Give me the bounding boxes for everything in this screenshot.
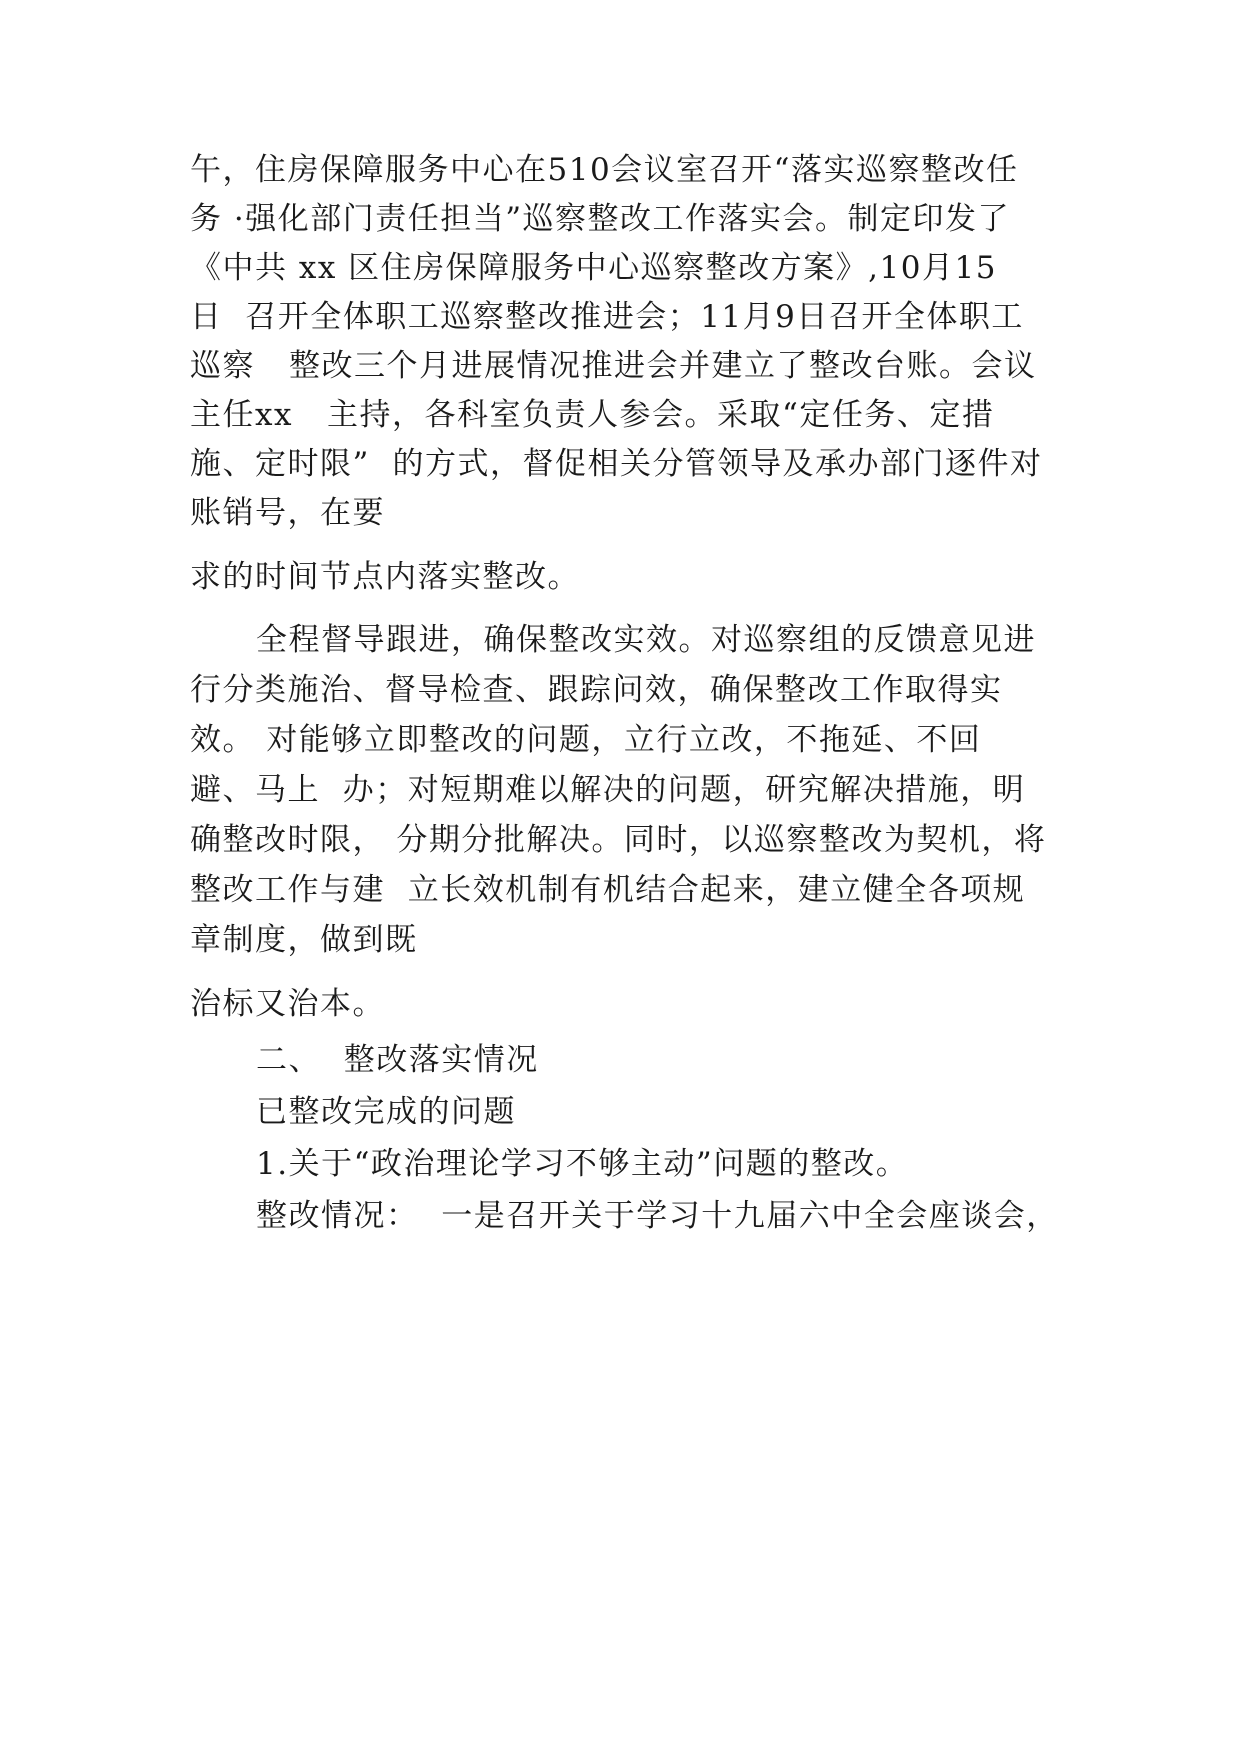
paragraph-1-line-3: 《中共 xx 区住房保障服务中心巡察整改方案》,10月15: [190, 250, 997, 286]
section-heading: 二、 整改落实情况: [256, 1042, 539, 1078]
paragraph-1-line-1: 午，住房保障服务中心在510会议室召开“落实巡察整改任: [190, 152, 1019, 188]
paragraph-2-line-7: 章制度，做到既: [190, 922, 418, 958]
paragraph-1-line-6: 主任xx 主持，各科室负责人参会。采取“定任务、定措: [190, 397, 995, 433]
paragraph-1-line-7: 施、定时限” 的方式，督促相关分管领导及承办部门逐件对: [190, 446, 1043, 482]
paragraph-1-line-4: 日 召开全体职工巡察整改推进会；11月9日召开全体职工: [190, 299, 1024, 335]
paragraph-2-line-3: 效。 对能够立即整改的问题，立行立改，不拖延、不回: [190, 722, 982, 758]
paragraph-1-line-2: 务 ·强化部门责任担当”巡察整改工作落实会。制定印发了: [190, 201, 1011, 237]
subheading: 已整改完成的问题: [256, 1094, 516, 1130]
paragraph-2-line-1: 全程督导跟进，确保整改实效。对巡察组的反馈意见进: [256, 622, 1036, 658]
paragraph-2-line-2: 行分类施治、督导检查、跟踪问效，确保整改工作取得实: [190, 672, 1003, 708]
paragraph-2-tail: 治标又治本。: [190, 986, 385, 1022]
item-1: 1.关于“政治理论学习不够主动”问题的整改。: [256, 1146, 909, 1182]
paragraph-2-line-5: 确整改时限， 分期分批解决。同时，以巡察整改为契机，将: [190, 822, 1047, 858]
paragraph-1-line-8: 账销号，在要: [190, 495, 385, 531]
paragraph-2-line-4: 避、马上 办；对短期难以解决的问题，研究解决措施，明: [190, 772, 1026, 808]
item-1-status: 整改情况： 一是召开关于学习十九届六中全会座谈会，: [256, 1198, 1059, 1234]
paragraph-1-tail: 求的时间节点内落实整改。: [190, 559, 580, 595]
paragraph-2-line-6: 整改工作与建 立长效机制有机结合起来，建立健全各项规: [190, 872, 1026, 908]
paragraph-1-line-5: 巡察 整改三个月进展情况推进会并建立了整改台账。会议: [190, 348, 1037, 384]
